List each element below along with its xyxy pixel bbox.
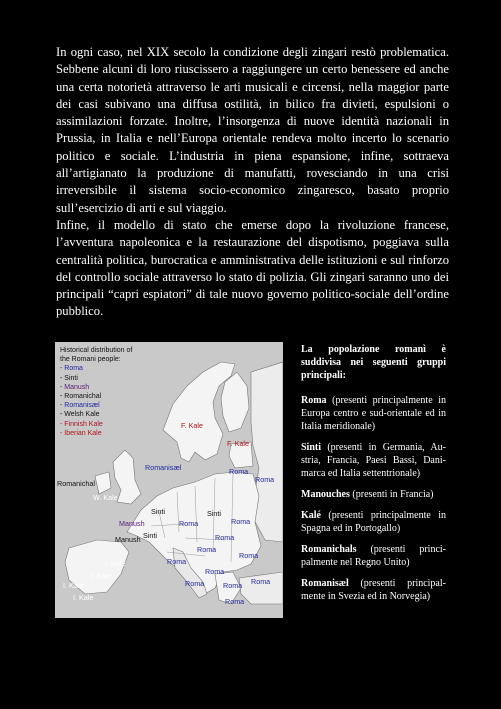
map-legend (60, 346, 132, 438)
map-label: Sinti (207, 509, 221, 518)
map-label: Sinti (151, 507, 165, 516)
map-label: F. Kale (227, 439, 249, 448)
legend-title-1: Historical distribution of (60, 347, 133, 354)
group-entry-roma (301, 394, 446, 433)
map-label: W. Kale (93, 493, 118, 502)
legend-item: - Manush (60, 383, 90, 391)
group-desc: (presenti principalmente in Europa centro e sud-orientale ed in Italia meridionale) (301, 395, 446, 432)
legend-item: - Welsh Kale (60, 411, 100, 419)
map-label: Roma (185, 579, 205, 588)
map-label: Roma (255, 475, 275, 484)
map-label: Romanisæl (145, 463, 182, 472)
map-label: Roma (225, 597, 245, 606)
map-label: Roma (167, 557, 187, 566)
map-label: F. Kale (181, 421, 203, 430)
map-label: I. Kale (105, 559, 126, 568)
map-label: Romanichal (57, 479, 95, 488)
map-label: Manush (115, 535, 141, 544)
legend-item: - Sinti (60, 374, 78, 382)
group-name: Kalé (301, 510, 321, 521)
map-label: Roma (251, 577, 271, 586)
legend-item: - Iberian Kale (60, 429, 102, 437)
group-name: Sinti (301, 442, 322, 453)
group-desc: (presenti principalmente nel Regno Unito) (301, 544, 446, 568)
sidebar-intro: La popolazione romanì è suddivisa nei seguenti gruppi principali: (301, 344, 446, 381)
map-label: Roma (215, 533, 235, 542)
map-label: I. Kale (73, 593, 94, 602)
group-entry-romanichals (301, 543, 446, 569)
group-desc: (presenti principalmente in Spagna ed in Portogallo) (301, 510, 446, 534)
map-label: Roma (223, 581, 243, 590)
map-label: Roma (239, 551, 259, 560)
group-name: Romanisæl (301, 578, 349, 589)
group-name: Manouches (301, 489, 350, 500)
legend-item: - Romanisæl (60, 402, 100, 410)
paragraph-2: Infine, il modello di stato che emerse dopo la rivoluzione francese, l’avventura napoleonica e la restaurazione del dispotismo, poggiava sulla centralità politica, burocratica e amministrativa delle istituzioni e sul rinforzo del controllo sociale attraverso lo stato di polizia. Gli zingari saranno uno dei principali “capri espiatori” di tale nuovo governo politico-sociale dell’ordine pubblico. (56, 217, 449, 319)
legend-item: - Finnish Kale (60, 420, 103, 428)
map-label: I. Kale (91, 571, 112, 580)
group-desc: (presenti in Germania, Austria, Francia, Paesi Bassi, Danimarca ed Italia settentrionale) (301, 442, 446, 479)
group-desc: (presenti principalmente in Svezia ed in Norvegia) (301, 578, 446, 602)
map-label: Roma (231, 517, 251, 526)
map-label: Roma (229, 467, 249, 476)
legend-item: - Romanichal (60, 393, 102, 401)
group-name: Romanichals (301, 544, 357, 555)
romani-groups-sidebar (301, 343, 446, 611)
map-label: Roma (179, 519, 199, 528)
legend-title-2: the Romani people: (60, 356, 121, 364)
map-label: I. Kale (63, 581, 84, 590)
group-desc: (presenti in Francia) (349, 489, 434, 500)
legend-item: - Roma (60, 365, 83, 373)
map-label: Sinti (143, 531, 157, 540)
romani-distribution-map (55, 342, 283, 618)
map-label: Roma (197, 545, 217, 554)
group-entry-romanisael (301, 577, 446, 603)
map-label: Manush (119, 519, 145, 528)
group-entry-kale (301, 509, 446, 535)
group-name: Roma (301, 395, 327, 406)
group-entry-sinti (301, 441, 446, 480)
body-text (56, 44, 449, 321)
paragraph-1: In ogni caso, nel XIX secolo la condizione degli zingari restò problematica. Sebbene alcuni di loro riuscissero a raggiungere un certo benessere ed anche una certa notorietà attraverso le arti musicali e circensi, nella maggior parte dei casi subivano una diffusa ostilità, in bilico fra divieti, espulsioni o assimilazioni forzate. Inoltre, l’insorgenza di nuove identità nazionali in Prussia, in Italia e nell’Europa orientale rendeva molto incerto lo scenario politico e sociale. L’industria in piena espansione, infine, sottraeva all’artigianato la produzione di manufatti, rovesciando in una crisi irreversibile il sistema socio-economico zingaresco, basato proprio sull’esercizio di arti e sul viaggio. (56, 45, 449, 215)
map-label: Roma (205, 567, 225, 576)
group-entry-manouches (301, 488, 446, 501)
